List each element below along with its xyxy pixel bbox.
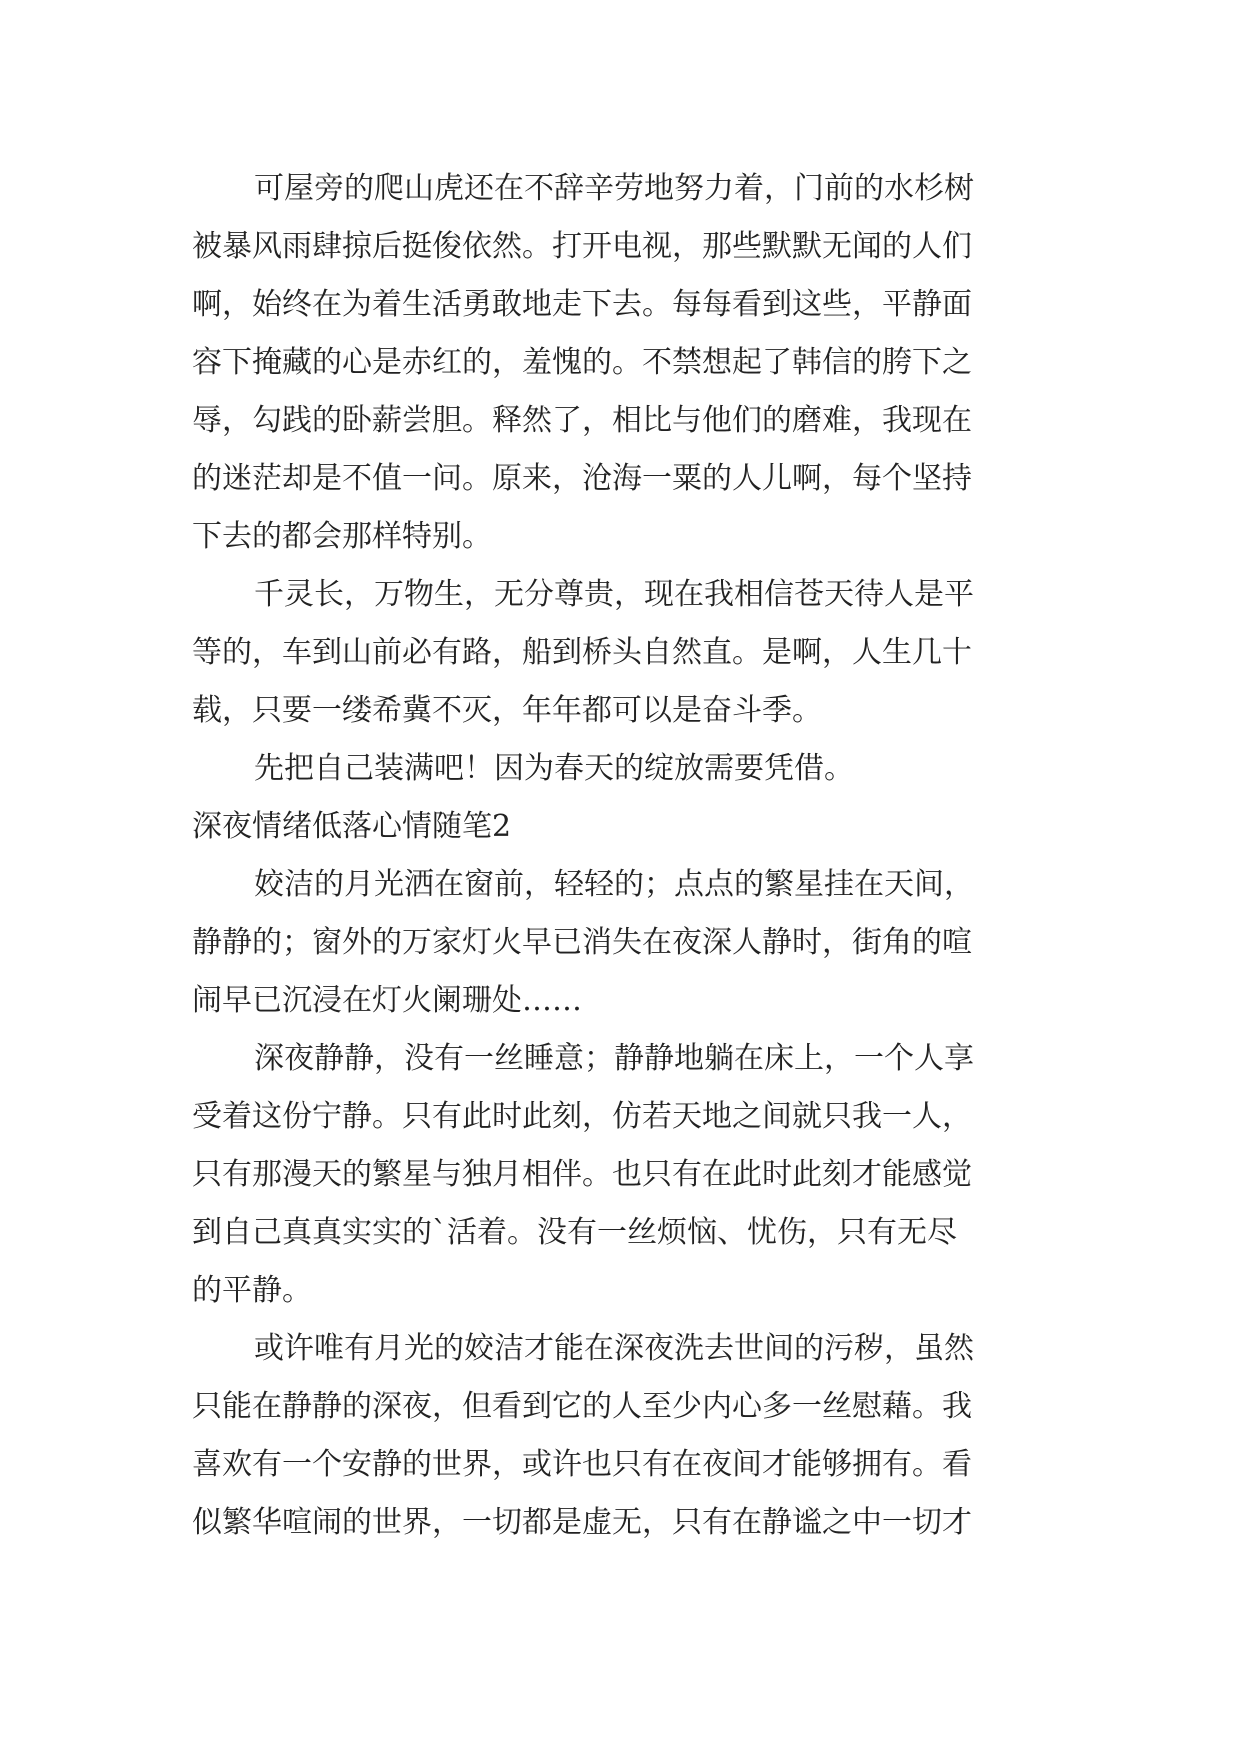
text-line: 辱，勾践的卧薪尝胆。释然了，相比与他们的磨难，我现在	[192, 403, 972, 438]
text-line: 啊，始终在为着生活勇敢地走下去。每每看到这些，平静面	[192, 287, 972, 322]
text-line: 被暴风雨肆掠后挺俊依然。打开电视，那些默默无闻的人们	[192, 229, 972, 264]
text-line: 先把自己装满吧！因为春天的绽放需要凭借。	[254, 751, 854, 786]
text-line: 似繁华喧闹的世界，一切都是虚无，只有在静谧之中一切才	[192, 1505, 972, 1540]
text-line: 或许唯有月光的姣洁才能在深夜洗去世间的污秽，虽然	[254, 1331, 974, 1366]
text-line: 静静的；窗外的万家灯火早已消失在夜深人静时，街角的喧	[192, 925, 972, 960]
text-line: 的平静。	[192, 1273, 312, 1308]
text-line: 下去的都会那样特别。	[192, 519, 492, 554]
section-heading: 深夜情绪低落心情随笔2	[192, 809, 512, 844]
body-text	[192, 160, 1062, 1552]
text-line: 的迷茫却是不值一问。原来，沧海一粟的人儿啊，每个坚持	[192, 461, 972, 496]
text-line: 闹早已沉浸在灯火阑珊处……	[192, 983, 582, 1018]
text-line: 姣洁的月光洒在窗前，轻轻的；点点的繁星挂在天间，	[254, 867, 974, 902]
text-line: 到自己真真实实的`活着。没有一丝烦恼、忧伤，只有无尽	[192, 1215, 957, 1250]
text-line: 受着这份宁静。只有此时此刻，仿若天地之间就只我一人，	[192, 1099, 972, 1134]
text-line: 只能在静静的深夜，但看到它的人至少内心多一丝慰藉。我	[192, 1389, 972, 1424]
text-line: 深夜静静，没有一丝睡意；静静地躺在床上，一个人享	[254, 1041, 974, 1076]
text-line: 容下掩藏的心是赤红的，羞愧的。不禁想起了韩信的胯下之	[192, 345, 972, 380]
text-line: 等的，车到山前必有路，船到桥头自然直。是啊，人生几十	[192, 635, 972, 670]
text-line: 载，只要一缕希冀不灭，年年都可以是奋斗季。	[192, 693, 822, 728]
text-line: 喜欢有一个安静的世界，或许也只有在夜间才能够拥有。看	[192, 1447, 972, 1482]
text-line: 千灵长，万物生，无分尊贵，现在我相信苍天待人是平	[254, 577, 974, 612]
text-line: 只有那漫天的繁星与独月相伴。也只有在此时此刻才能感觉	[192, 1157, 972, 1192]
text-line: 可屋旁的爬山虎还在不辞辛劳地努力着，门前的水杉树	[254, 171, 974, 206]
